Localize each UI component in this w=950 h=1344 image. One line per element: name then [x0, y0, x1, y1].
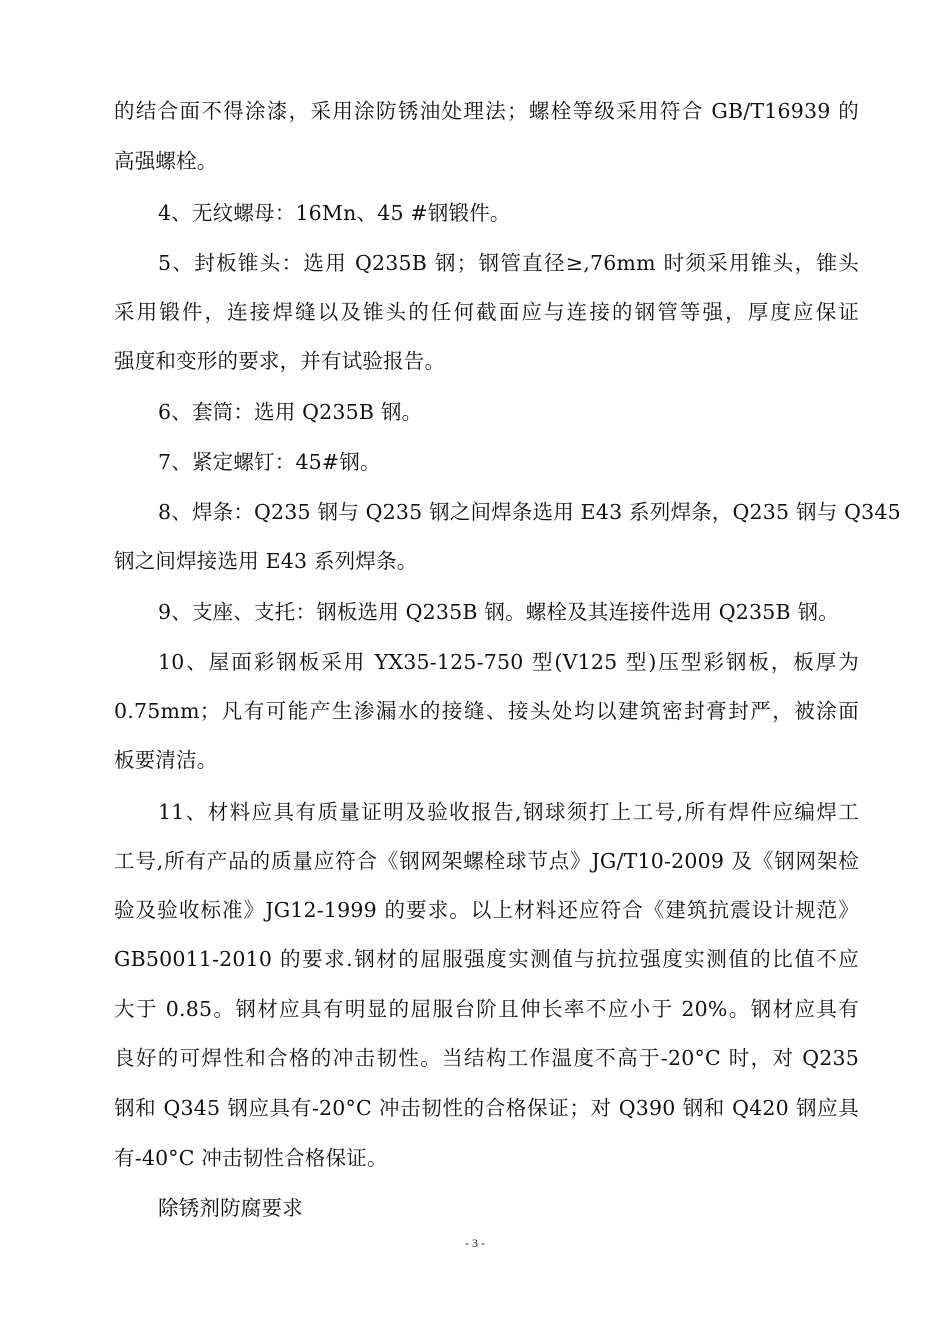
text-line: 强度和变形的要求，并有试验报告。 [114, 349, 446, 373]
list-item-7: 7、紧定螺钉：45#钢。 [158, 450, 381, 474]
text-line: 验及验收标准》JG12-1999 的要求。以上材料还应符合《建筑抗震设计规范》 [114, 898, 859, 922]
list-item-4: 4、无纹螺母：16Mn、45 #钢锻件。 [158, 201, 511, 225]
list-item-11: 11、材料应具有质量证明及验收报告,钢球须打上工号,所有焊件应编焊工 [158, 800, 859, 824]
page-number: - 3 - [465, 1236, 485, 1250]
text-line: 良好的可焊性和合格的冲击韧性。当结构工作温度不高于-20°C 时，对 Q235 [114, 1046, 859, 1070]
list-item-8: 8、焊条：Q235 钢与 Q235 钢之间焊条选用 E43 系列焊条，Q235 钢与 Q345 [158, 500, 901, 524]
text-line: 板要清洁。 [114, 748, 218, 772]
text-line: 工号,所有产品的质量应符合《钢网架螺栓球节点》JG/T10-2009 及《钢网架检 [114, 849, 859, 873]
list-item-9: 9、支座、支托：钢板选用 Q235B 钢。螺栓及其连接件选用 Q235B 钢。 [158, 600, 839, 624]
list-item-10: 10、屋面彩钢板采用 YX35-125-750 型(V125 型)压型彩钢板，板厚为 [158, 650, 859, 674]
section-heading: 除锈剂防腐要求 [158, 1196, 303, 1220]
text-line: 钢之间焊接选用 E43 系列焊条。 [114, 549, 418, 573]
text-line: 高强螺栓。 [114, 149, 218, 173]
text-line: 钢和 Q345 钢应具有-20°C 冲击韧性的合格保证；对 Q390 钢和 Q420 钢应具 [114, 1096, 859, 1120]
text-line: 0.75mm；凡有可能产生渗漏水的接缝、接头处均以建筑密封膏封严，被涂面 [114, 699, 859, 723]
list-item-5: 5、封板锥头：选用 Q235B 钢；钢管直径≥,76mm 时须采用锥头，锥头 [158, 251, 859, 275]
text-line: GB50011-2010 的要求.钢材的屈服强度实测值与抗拉强度实测值的比值不应 [114, 947, 859, 971]
text-line: 的结合面不得涂漆，采用涂防锈油处理法；螺栓等级采用符合 GB/T16939 的 [114, 99, 859, 123]
text-line: 采用锻件，连接焊缝以及锥头的任何截面应与连接的钢管等强，厚度应保证 [114, 300, 859, 324]
text-line: 有-40°C 冲击韧性合格保证。 [114, 1146, 388, 1170]
text-line: 大于 0.85。钢材应具有明显的屈服台阶且伸长率不应小于 20%。钢材应具有 [114, 997, 859, 1021]
list-item-6: 6、套筒：选用 Q235B 钢。 [158, 400, 423, 424]
